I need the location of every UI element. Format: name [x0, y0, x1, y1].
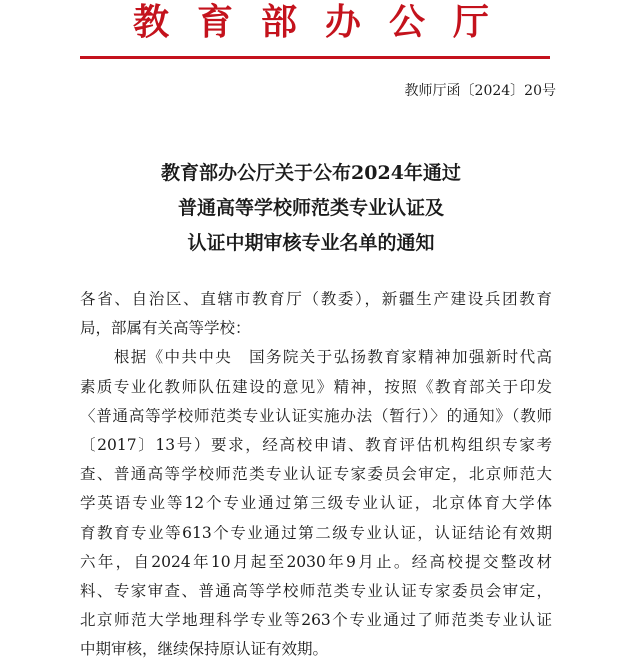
paragraph-line: 料、专家审查、普通高等学校师范类专业认证专家委员会审定，	[80, 581, 552, 600]
letterhead-org-name: 教育部办公厅	[132, 1, 517, 43]
title-line: 教育部办公厅关于公布2024年通过	[161, 162, 461, 184]
paragraph-line: 中期审核，继续保持原认证有效期。	[80, 640, 329, 659]
paragraph-line: 育教育专业等613个专业通过第二级专业认证，认证结论有效期	[80, 523, 552, 542]
paragraph-line: 〔2017〕13号）要求，经高校申请、教育评估机构组织专家考	[80, 435, 552, 454]
salutation-line: 局，部属有关高等学校：	[80, 319, 251, 338]
letterhead-red-rule	[80, 56, 550, 59]
salutation-line: 各省、自治区、直辖市教育厅（教委），新疆生产建设兵团教育	[80, 290, 552, 308]
paragraph-line: 查、普通高等学校师范类专业认证专家委员会审定，北京师范大	[80, 465, 552, 484]
paragraph-line: 学英语专业等12个专业通过第三级专业认证，北京体育大学体	[80, 494, 552, 513]
document-number: 教师厅函〔2024〕20号	[404, 83, 556, 99]
title-line: 认证中期审核专业名单的通知	[187, 232, 435, 254]
title-line: 普通高等学校师范类专业认证及	[177, 197, 444, 219]
paragraph-line: 北京师范大学地理科学专业等263个专业通过了师范类专业认证	[80, 611, 552, 630]
paragraph-line: 〈普通高等学校师范类专业认证实施办法（暂行）〉的通知》（教师	[80, 406, 552, 425]
paragraph-line: 根据《中共中央 国务院关于弘扬教育家精神加强新时代高	[80, 348, 552, 367]
paragraph-line: 六年，自2024年10月起至2030年9月止。经高校提交整改材	[80, 552, 552, 571]
document-body	[80, 285, 552, 664]
document-title	[0, 156, 622, 261]
paragraph-line: 素质专业化教师队伍建设的意见》精神，按照《教育部关于印发	[80, 377, 552, 396]
